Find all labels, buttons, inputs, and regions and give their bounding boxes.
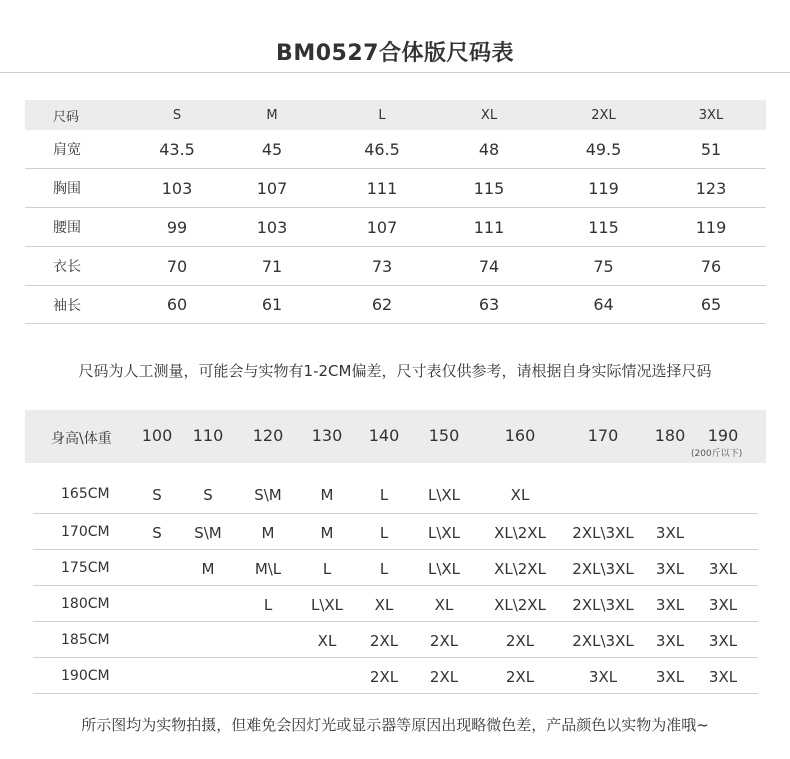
size-recommendation: S xyxy=(152,524,162,542)
size-table-header xyxy=(25,100,766,130)
size-cell: 61 xyxy=(261,295,283,314)
weight-table-body xyxy=(33,476,758,694)
size-header-3xl: 3XL xyxy=(698,107,724,123)
size-recommendation: XL xyxy=(434,596,454,614)
weight-header-150: 150 xyxy=(428,426,460,445)
size-recommendation: M\L xyxy=(254,560,282,578)
size-header-l: L xyxy=(378,107,386,123)
height-row xyxy=(33,622,758,658)
size-recommendation: 3XL xyxy=(655,596,685,614)
height-label: 165CM xyxy=(61,486,110,502)
size-cell: 63 xyxy=(478,295,500,314)
size-recommendation: XL xyxy=(510,486,530,504)
size-recommendation: 3XL xyxy=(708,632,738,650)
height-weight-header-label: 身高\体重 xyxy=(51,431,112,447)
size-recommendation: 3XL xyxy=(655,560,685,578)
size-recommendation: M xyxy=(320,486,334,504)
size-cell: 46.5 xyxy=(364,139,400,159)
weight-header-190: 190 xyxy=(707,426,739,445)
height-row xyxy=(33,476,758,514)
height-label: 175CM xyxy=(61,560,110,576)
size-recommendation: 2XL\3XL xyxy=(572,524,634,542)
size-recommendation: XL\2XL xyxy=(494,524,546,542)
size-cell: 60 xyxy=(166,295,188,314)
size-recommendation: M xyxy=(201,560,215,578)
measurement-note: 尺码为人工测量，可能会与实物有1-2CM偏差，尺寸表仅供参考，请根据自身实际情况选择尺码 xyxy=(78,362,712,380)
size-cell: 49.5 xyxy=(585,139,622,159)
size-cell: 71 xyxy=(261,256,283,276)
size-cell: 76 xyxy=(700,256,722,276)
size-recommendation: S xyxy=(203,486,213,504)
size-cell: 111 xyxy=(473,217,505,237)
size-cell: 70 xyxy=(166,256,188,276)
size-header-2xl: 2XL xyxy=(591,107,616,123)
size-cell: 74 xyxy=(478,256,500,276)
size-table-row xyxy=(25,130,766,169)
size-recommendation: L xyxy=(379,524,389,542)
size-recommendation: L xyxy=(263,596,273,614)
size-recommendation: 2XL\3XL xyxy=(572,596,634,614)
weight-table-header xyxy=(25,410,766,463)
size-cell: 107 xyxy=(366,217,398,237)
size-header-m: M xyxy=(266,107,278,123)
height-label: 190CM xyxy=(61,668,110,684)
size-recommendation: 2XL xyxy=(369,668,399,686)
size-table-row xyxy=(25,169,766,208)
size-recommendation: 2XL xyxy=(429,632,459,650)
size-recommendation: XL\2XL xyxy=(494,596,546,614)
size-cell: 123 xyxy=(695,178,727,198)
size-cell: 119 xyxy=(695,217,727,237)
size-recommendation: 2XL xyxy=(369,632,399,650)
size-header-label: 尺码 xyxy=(53,109,80,125)
title-divider xyxy=(0,72,790,73)
height-label: 180CM xyxy=(61,596,110,612)
size-cell: 51 xyxy=(700,139,722,159)
size-table-row xyxy=(25,247,766,286)
size-row-label: 衣长 xyxy=(53,259,81,275)
size-cell: 115 xyxy=(588,217,619,237)
weight-header-140: 140 xyxy=(368,426,400,445)
size-recommendation: XL xyxy=(317,632,337,650)
size-cell: 43.5 xyxy=(159,139,195,159)
size-cell: 75 xyxy=(593,256,614,276)
size-recommendation: 2XL xyxy=(505,668,535,686)
size-recommendation: 2XL\3XL xyxy=(572,560,634,578)
weight-header-120: 120 xyxy=(252,426,284,445)
size-recommendation: M xyxy=(320,524,334,542)
size-cell: 65 xyxy=(700,295,722,314)
size-table xyxy=(25,100,766,324)
size-recommendation: 3XL xyxy=(655,632,685,650)
size-recommendation: L xyxy=(322,560,332,578)
size-recommendation: 3XL xyxy=(708,668,738,686)
size-recommendation: 3XL xyxy=(588,668,618,686)
size-cell: 103 xyxy=(161,178,193,198)
color-disclaimer: 所示图均为实物拍摄，但难免会因灯光或显示器等原因出现略微色差，产品颜色以实物为准哦~ xyxy=(81,716,709,734)
size-recommendation: 3XL xyxy=(655,524,685,542)
size-row-label: 袖长 xyxy=(53,297,81,314)
size-recommendation: 3XL xyxy=(655,668,685,686)
size-recommendation: S xyxy=(152,486,162,504)
size-recommendation: XL\2XL xyxy=(494,560,546,578)
height-row xyxy=(33,550,758,586)
size-recommendation: L xyxy=(379,560,389,578)
page-title: BM0527合体版尺码表 xyxy=(276,41,514,66)
size-cell: 103 xyxy=(256,217,288,237)
weight-header-180: 180 xyxy=(654,426,686,445)
weight-header-130: 130 xyxy=(311,426,343,445)
weight-header-170: 170 xyxy=(587,426,619,445)
size-recommendation: L xyxy=(379,486,389,504)
size-row-label: 腰围 xyxy=(53,220,81,236)
size-recommendation: L\XL xyxy=(427,486,461,504)
size-row-label: 肩宽 xyxy=(53,142,81,158)
size-cell: 115 xyxy=(473,178,505,198)
size-row-label: 胸围 xyxy=(53,181,81,197)
size-recommendation: 2XL xyxy=(429,668,459,686)
size-recommendation: L\XL xyxy=(310,596,344,614)
height-row xyxy=(33,586,758,622)
size-cell: 111 xyxy=(366,178,398,198)
height-row xyxy=(33,514,758,550)
size-header-xl: XL xyxy=(480,107,498,123)
size-cell: 73 xyxy=(371,256,393,276)
size-cell: 62 xyxy=(371,295,393,314)
size-cell: 99 xyxy=(166,217,188,237)
size-table-row xyxy=(25,286,766,324)
weight-header-110: 110 xyxy=(192,426,224,445)
height-label: 185CM xyxy=(61,632,110,648)
weight-header-100: 100 xyxy=(141,426,173,445)
size-cell: 107 xyxy=(256,178,288,198)
weight-190-note: (200斤以下) xyxy=(691,449,743,459)
size-recommendation: L\XL xyxy=(427,560,461,578)
size-recommendation: 3XL xyxy=(708,560,738,578)
size-cell: 119 xyxy=(588,178,619,198)
size-cell: 48 xyxy=(478,139,500,159)
weight-header-160: 160 xyxy=(504,426,536,445)
size-recommendation: S\M xyxy=(254,486,282,504)
size-recommendation: 2XL xyxy=(505,632,535,650)
height-label: 170CM xyxy=(61,524,110,540)
size-cell: 64 xyxy=(593,295,614,314)
height-row xyxy=(33,658,758,694)
size-recommendation: 2XL\3XL xyxy=(572,632,634,650)
size-recommendation: 3XL xyxy=(708,596,738,614)
size-header-s: S xyxy=(172,107,182,123)
size-table-row xyxy=(25,208,766,247)
size-recommendation: S\M xyxy=(194,524,222,542)
size-cell: 45 xyxy=(261,139,283,159)
size-recommendation: M xyxy=(261,524,275,542)
size-recommendation: XL xyxy=(374,596,394,614)
size-recommendation: L\XL xyxy=(427,524,461,542)
